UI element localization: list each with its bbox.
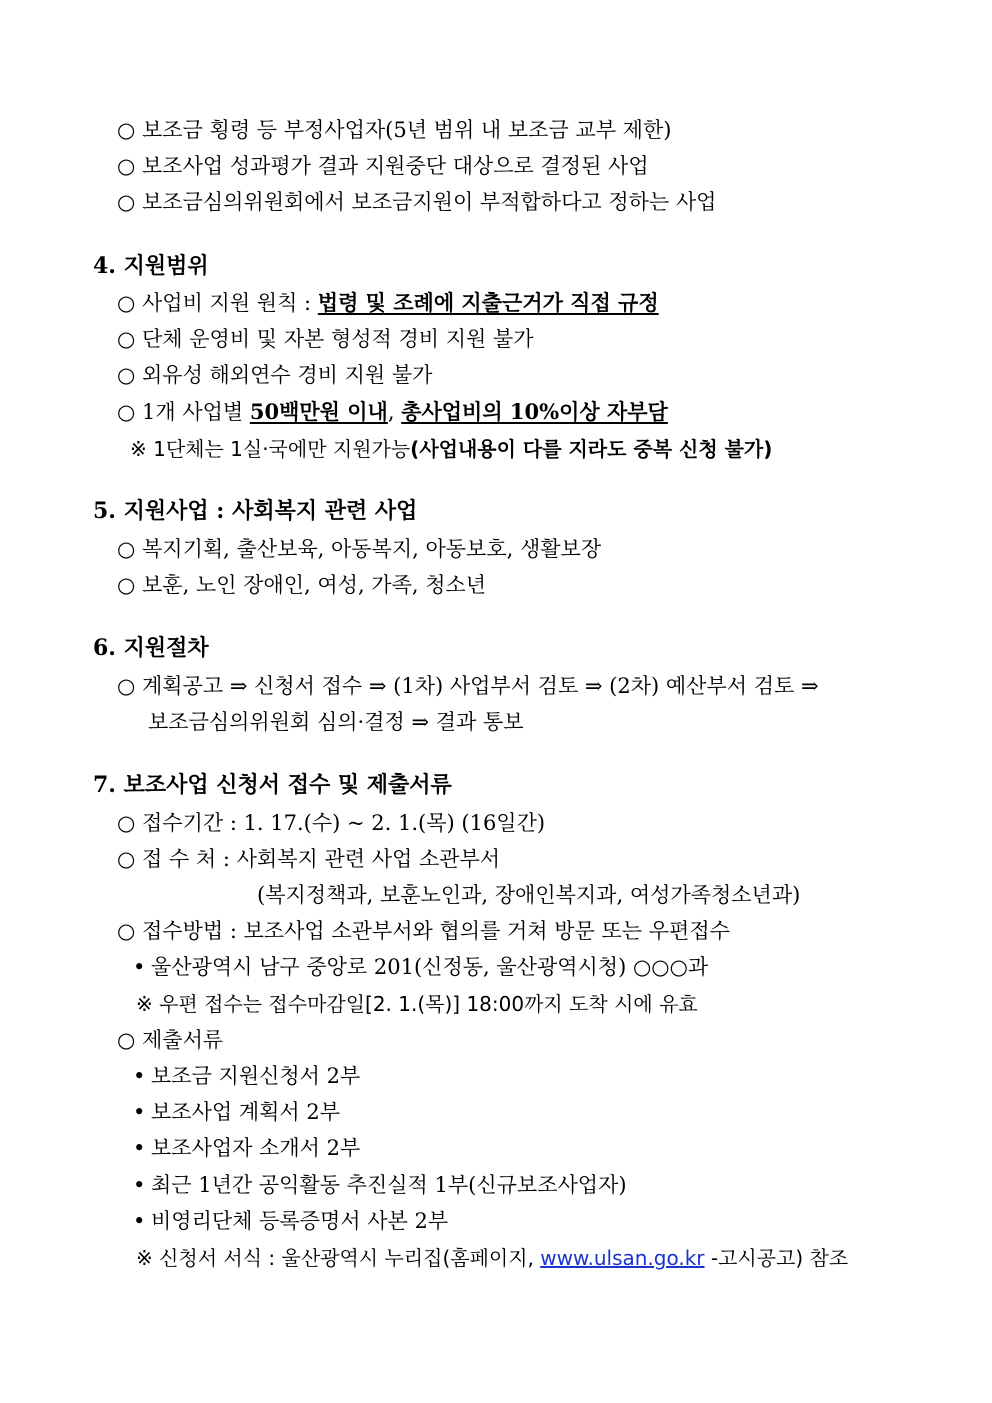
welfare-area-2: ○ 보훈, 노인 장애인, 여성, 가족, 청소년 [117,573,487,597]
no-operating-cost: ○ 단체 운영비 및 자본 형성적 경비 지원 불가 [117,327,534,351]
one-org-note-bold: (사업내용이 다를 지라도 중복 신청 불가) [410,437,773,461]
section-6-title: 6. 지원절차 [93,635,209,661]
welfare-area-1: ○ 복지기획, 출산보육, 아동복지, 아동보호, 생활보장 [117,537,602,561]
section-7-title: 7. 보조사업 신청서 접수 및 제출서류 [93,772,452,798]
ineligible-item-1: ○ 보조금 횡령 등 부정사업자(5년 범위 내 보조금 교부 제한) [117,118,672,142]
bullet-icon: • [133,1136,146,1160]
section-4-title: 4. 지원범위 [93,253,209,279]
bullet-icon: • [133,955,146,979]
form-reference-suffix: -고시공고) 참조 [704,1246,849,1270]
document-item-text: 보조사업 계획서 2부 [151,1100,340,1124]
submission-period: ○ 접수기간 : 1. 17.(수) ~ 2. 1.(목) (16일간) [117,811,546,835]
submission-address-text: 울산광역시 남구 중앙로 201(신정동, 울산광역시청) ○○○과 [151,955,709,979]
one-org-note-text: ※ 1단체는 1실·국에만 지원가능 [130,437,411,461]
no-overseas-training: ○ 외유성 해외연수 경비 지원 불가 [117,363,433,387]
support-principle-emphasis: 법령 및 조례에 지출근거가 직접 규정 [317,290,659,315]
ulsan-website-link[interactable]: www.ulsan.go.kr [540,1246,705,1270]
document-item [133,1133,360,1163]
bullet-icon: • [133,1100,146,1124]
required-documents-title: ○ 제출서류 [117,1028,224,1052]
document-item [133,1206,448,1236]
mail-validity-note: ※ 우편 접수는 접수마감일[2. 1.(목)] 18:00까지 도착 시에 유효 [136,992,698,1016]
submission-place: ○ 접 수 처 : 사회복지 관련 사업 소관부서 [117,847,501,871]
form-reference-text: ※ 신청서 서식 : 울산광역시 누리집(홈페이지, [136,1246,541,1270]
bullet-icon: • [133,1173,146,1197]
submission-method: ○ 접수방법 : 보조사업 소관부서와 협의를 거쳐 방문 또는 우편접수 [117,919,730,943]
budget-limit [117,397,668,427]
submission-address [133,952,708,982]
document-item-text: 최근 1년간 공익활동 추진실적 1부(신규보조사업자) [151,1173,627,1197]
form-reference-note [136,1243,848,1273]
procedure-line-2: 보조금심의위원회 심의·결정 ⇒ 결과 통보 [148,710,524,734]
submission-place-departments: (복지정책과, 보훈노인과, 장애인복지과, 여성가족청소년과) [257,883,801,907]
document-item-text: 보조금 지원신청서 2부 [151,1064,361,1088]
bullet-icon: • [133,1209,146,1233]
document-item-text: 보조사업자 소개서 2부 [151,1136,361,1160]
budget-limit-label: ○ 1개 사업별 [117,400,250,424]
support-principle [117,288,659,318]
one-org-note [130,434,772,464]
ineligible-item-2: ○ 보조사업 성과평가 결과 지원중단 대상으로 결정된 사업 [117,154,649,178]
self-funding-ratio: 총사업비의 10%이상 자부담 [401,399,668,424]
document-item-text: 비영리단체 등록증명서 사본 2부 [151,1209,449,1233]
document-item [133,1061,360,1091]
budget-limit-separator: , [387,400,402,424]
support-principle-label: ○ 사업비 지원 원칙 : [117,291,318,315]
bullet-icon: • [133,1064,146,1088]
ineligible-item-3: ○ 보조금심의위원회에서 보조금지원이 부적합하다고 정하는 사업 [117,190,717,214]
document-item [133,1170,627,1200]
section-5-title: 5. 지원사업 : 사회복지 관련 사업 [93,498,418,524]
procedure-line-1: ○ 계획공고 ⇒ 신청서 접수 ⇒ (1차) 사업부서 검토 ⇒ (2차) 예산부서 검토 ⇒ [117,674,819,698]
budget-limit-amount: 50백만원 이내 [249,399,388,424]
document-item [133,1097,340,1127]
